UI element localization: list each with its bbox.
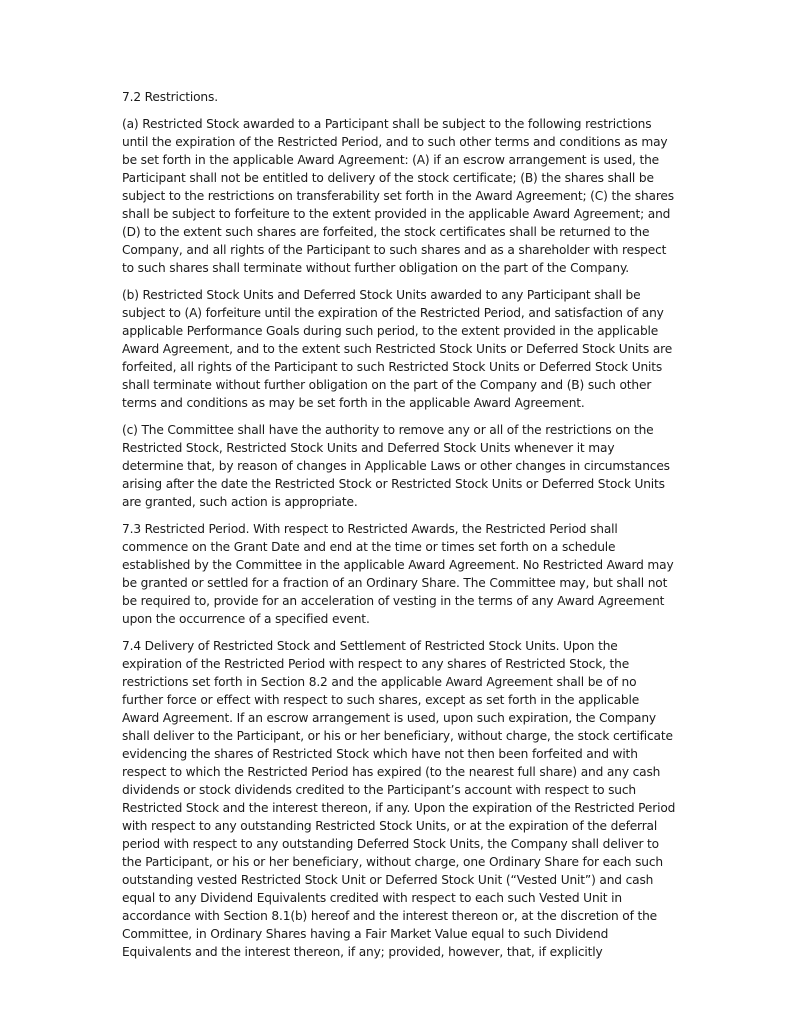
document-body xyxy=(122,88,678,970)
section-heading-7-2: 7.2 Restrictions. xyxy=(122,90,218,104)
paragraph-7-4: 7.4 Delivery of Restricted Stock and Settlement of Restricted Stock Units. Upon the expiration of the Restricted Period with respect to any shares of Restricted Stock, the restrictions set forth in Section 8.2 and the applicable Award Agreement shall be of no further force or effect with respect to such shares, except as set forth in the applicable Award Agreement. If an escrow arrangement is used, upon such expiration, the Company shall deliver to the Participant, or his or her beneficiary, without charge, the stock certificate evidencing the shares of Restricted Stock which have not then been forfeited and with respect to which the Restricted Period has expired (to the nearest full share) and any cash dividends or stock dividends credited to the Participant’s account with respect to such Restricted Stock and the interest thereon, if any. Upon the expiration of the Restricted Period with respect to any outstanding Restricted Stock Units, or at the expiration of the deferral period with respect to any outstanding Deferred Stock Units, the Company shall deliver to the Participant, or his or her beneficiary, without charge, one Ordinary Share for each such outstanding vested Restricted Stock Unit or Deferred Stock Unit (“Vested Unit”) and cash equal to any Dividend Equivalents credited with respect to each such Vested Unit in accordance with Section 8.1(b) hereof and the interest thereon or, at the discretion of the Committee, in Ordinary Shares having a Fair Market Value equal to such Dividend Equivalents and the interest thereon, if any; provided, however, that, if explicitly xyxy=(122,639,676,959)
paragraph-7-2-c: (c) The Committee shall have the authority to remove any or all of the restrictions on the Restricted Stock, Restricted Stock Units and Deferred Stock Units whenever it may determine that, by reason of changes in Applicable Laws or other changes in circumstances arising after the date the Restricted Stock or Restricted Stock Units or Deferred Stock Units are granted, such action is appropriate. xyxy=(122,423,670,509)
paragraph-7-2-a: (a) Restricted Stock awarded to a Participant shall be subject to the following restrictions until the expiration of the Restricted Period, and to such other terms and conditions as may be set forth in the applicable Award Agreement: (A) if an escrow arrangement is used, the Participant shall not be entitled to delivery of the stock certificate; (B) the shares shall be subject to the restrictions on transferability set forth in the Award Agreement; (C) the shares shall be subject to forfeiture to the extent provided in the applicable Award Agreement; and (D) to the extent such shares are forfeited, the stock certificates shall be returned to the Company, and all rights of the Participant to such shares and as a shareholder with respect to such shares shall terminate without further obligation on the part of the Company. xyxy=(122,117,674,275)
paragraph-7-2-b: (b) Restricted Stock Units and Deferred Stock Units awarded to any Participant shall be subject to (A) forfeiture until the expiration of the Restricted Period, and satisfaction of any applicable Performance Goals during such period, to the extent provided in the applicable Award Agreement, and to the extent such Restricted Stock Units or Deferred Stock Units are forfeited, all rights of the Participant to such Restricted Stock Units or Deferred Stock Units shall terminate without further obligation on the part of the Company and (B) such other terms and conditions as may be set forth in the applicable Award Agreement. xyxy=(122,288,673,410)
paragraph-7-3: 7.3 Restricted Period. With respect to Restricted Awards, the Restricted Period shall commence on the Grant Date and end at the time or times set forth on a schedule established by the Committee in the applicable Award Agreement. No Restricted Award may be granted or settled for a fraction of an Ordinary Share. The Committee may, but shall not be required to, provide for an acceleration of vesting in the terms of any Award Agreement upon the occurrence of a specified event. xyxy=(122,522,674,626)
